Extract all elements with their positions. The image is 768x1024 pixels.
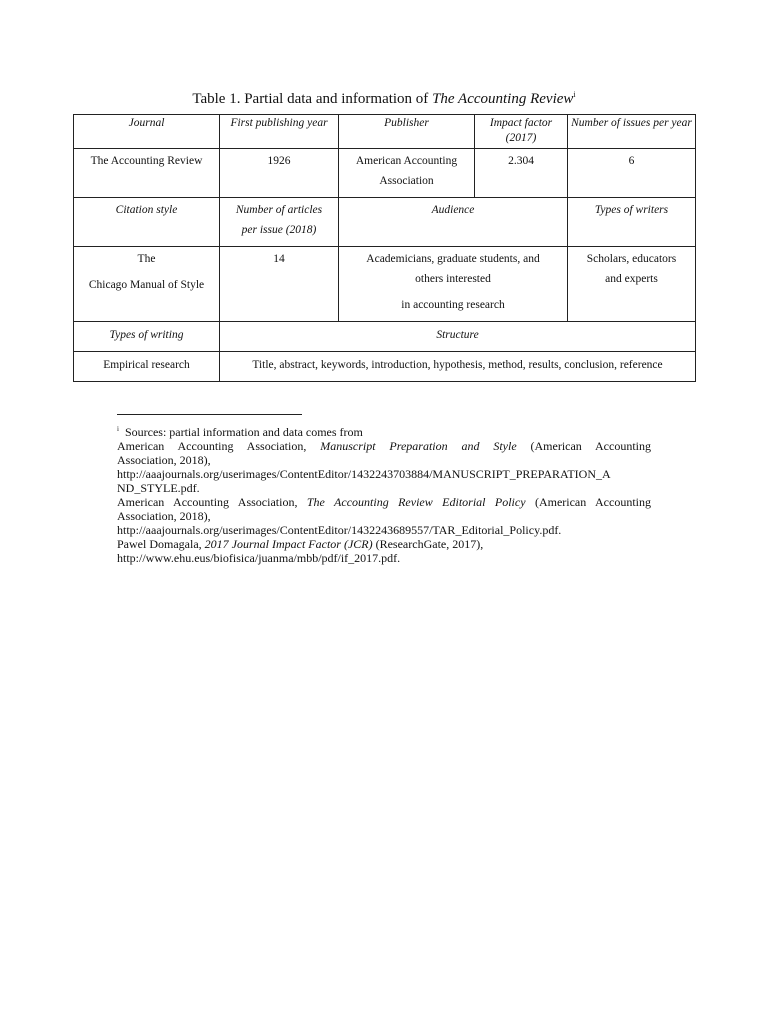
header-types-of-writing: Types of writing bbox=[74, 322, 220, 352]
header-citation-style: Citation style bbox=[74, 198, 220, 247]
footnote-ref2-line1 bbox=[117, 495, 651, 509]
table-row bbox=[74, 247, 696, 322]
header-first-publishing-year: First publishing year bbox=[220, 115, 339, 149]
cell-issues-per-year: 6 bbox=[568, 149, 696, 198]
footnote-ref2-line2: Association, 2018), bbox=[117, 509, 211, 523]
cell-citation-style bbox=[74, 247, 220, 322]
cell-audience-line1: Academicians, graduate students, and bbox=[366, 253, 540, 265]
table-header-row-3 bbox=[74, 322, 696, 352]
table-header-row-2 bbox=[74, 198, 696, 247]
cell-impact-factor: 2.304 bbox=[475, 149, 568, 198]
header-audience: Audience bbox=[339, 198, 568, 247]
header-publisher: Publisher bbox=[339, 115, 475, 149]
cell-citation-line2: Chicago Manual of Style bbox=[88, 279, 205, 291]
header-types-of-writers: Types of writers bbox=[568, 198, 696, 247]
footnote-ref1-url2: ND_STYLE.pdf. bbox=[117, 481, 200, 495]
cell-types-of-writing: Empirical research bbox=[74, 352, 220, 382]
table-row bbox=[74, 149, 696, 198]
footnote-intro-text: Sources: partial information and data comes from bbox=[124, 425, 363, 439]
footnote-mark: i bbox=[117, 425, 119, 433]
footnote-ref3-url: http://www.ehu.eus/biofisica/juanma/mbb/pdf/if_2017.pdf. bbox=[117, 551, 401, 565]
table-header-row bbox=[74, 115, 696, 149]
ref3-publisher: (ResearchGate, 2017), bbox=[372, 537, 484, 551]
ref2-title: The Accounting Review Editorial Policy bbox=[306, 495, 526, 509]
caption-footnote-mark: i bbox=[573, 90, 576, 99]
header-articles-per-issue bbox=[220, 198, 339, 247]
cell-citation-line1: The bbox=[137, 253, 156, 265]
cell-publisher-line2: Association bbox=[379, 175, 434, 187]
cell-articles-per-issue: 14 bbox=[220, 247, 339, 322]
footnote-ref2-url: http://aaajournals.org/userimages/ContentEditor/1432243689557/TAR_Editorial_Policy.pdf. bbox=[117, 523, 562, 537]
cell-writers-line2: and experts bbox=[605, 273, 658, 285]
footnote-ref1-line2: Association, 2018), bbox=[117, 453, 211, 467]
caption-prefix: Table 1. Partial data and information of bbox=[192, 91, 433, 107]
journal-info-table bbox=[73, 114, 696, 382]
cell-audience-line2: others interested bbox=[415, 273, 491, 285]
header-articles-line1: Number of articles bbox=[235, 204, 323, 216]
ref1-title: Manuscript Preparation and Style bbox=[320, 439, 517, 453]
header-articles-line2: per issue (2018) bbox=[241, 224, 317, 236]
cell-audience-line3: in accounting research bbox=[401, 299, 505, 311]
table-row bbox=[74, 352, 696, 382]
header-impact-factor: Impact factor (2017) bbox=[475, 115, 568, 149]
ref2-author: American Accounting Association, bbox=[117, 495, 307, 509]
cell-types-of-writers bbox=[568, 247, 696, 322]
footnote-intro bbox=[117, 422, 651, 439]
cell-audience bbox=[339, 247, 568, 322]
footnote-ref1-line1 bbox=[117, 439, 651, 453]
footnote-ref1-url1: http://aaajournals.org/userimages/ContentEditor/1432243703884/MANUSCRIPT_PREPARATION_A bbox=[117, 467, 611, 481]
ref3-author: Pawel Domagala, bbox=[117, 537, 205, 551]
cell-first-publishing-year: 1926 bbox=[220, 149, 339, 198]
ref3-title: 2017 Journal Impact Factor (JCR) bbox=[204, 537, 373, 551]
footnote bbox=[117, 422, 651, 565]
table-caption bbox=[73, 86, 695, 108]
caption-journal-title: The Accounting Review bbox=[432, 91, 574, 107]
header-issues-per-year: Number of issues per year bbox=[568, 115, 696, 149]
cell-publisher bbox=[339, 149, 475, 198]
cell-journal: The Accounting Review bbox=[74, 149, 220, 198]
footnote-ref3-line1 bbox=[117, 537, 651, 551]
cell-publisher-line1: American Accounting bbox=[355, 155, 458, 167]
cell-writers-line1: Scholars, educators bbox=[586, 253, 677, 265]
header-journal: Journal bbox=[74, 115, 220, 149]
ref2-publisher: (American Accounting bbox=[525, 495, 651, 509]
ref1-publisher: (American Accounting bbox=[516, 439, 651, 453]
header-structure: Structure bbox=[220, 322, 696, 352]
ref1-author: American Accounting Association, bbox=[117, 439, 321, 453]
footnote-separator bbox=[117, 414, 302, 415]
cell-structure: Title, abstract, keywords, introduction, hypothesis, method, results, conclusion, reference bbox=[220, 352, 696, 382]
